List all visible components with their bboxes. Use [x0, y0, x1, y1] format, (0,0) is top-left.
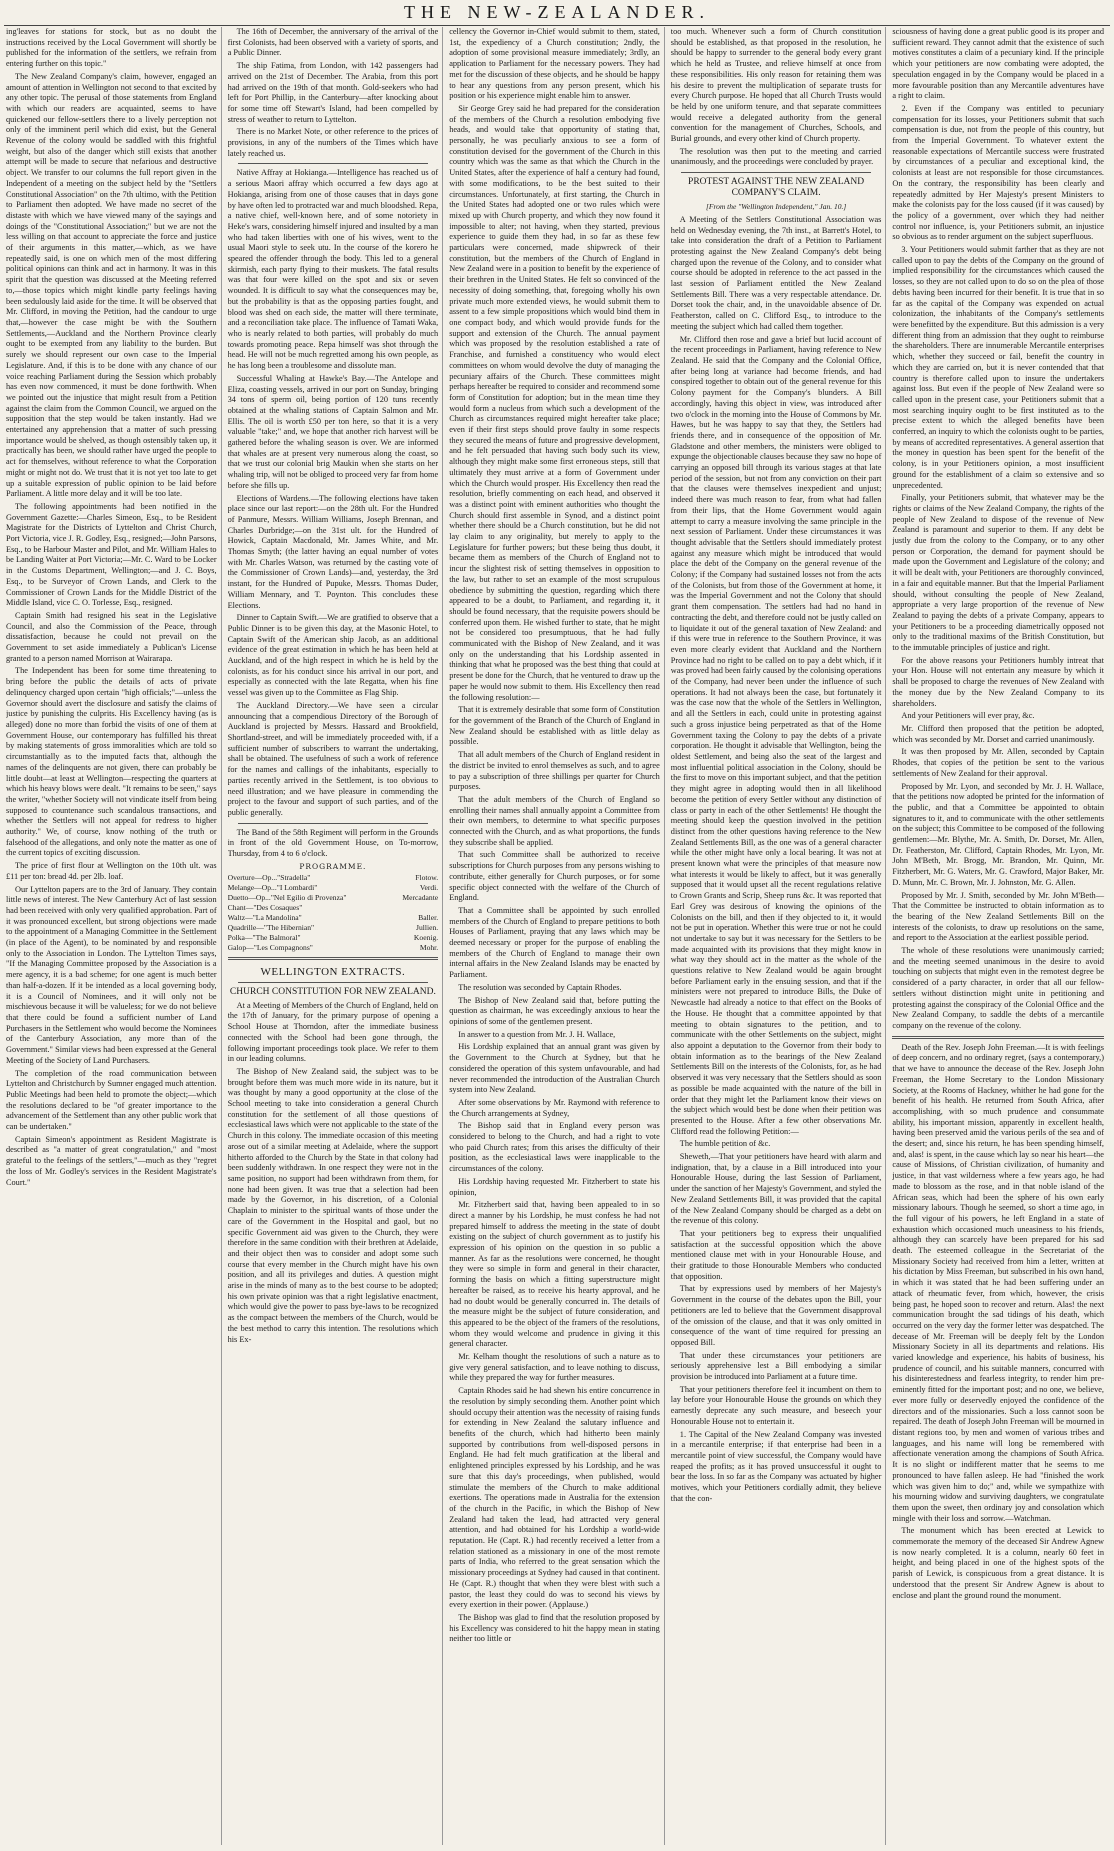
- article-paragraph: It was then proposed by Mr. Allen, seconded by Captain Rhodes, that copies of the petition be sent to the various settlements of New Zealand for their approval.: [892, 747, 1104, 778]
- resolution-text: That a Committee shall be appointed by such enrolled members of the Church of England to prepare petitions to both Houses of Parliament, praying that any laws which may be deemed necessary or proper for the purpose of enabling the members of the Church of England to manage their own internal affairs in the New Zealand Islands may be enacted by Parliament.: [449, 905, 660, 980]
- article-paragraph: Sir George Grey said he had prepared for the consideration of the members of the Church a resolution embodying five heads, and would take that opportunity of stating that, personally, he was peculiarly anxious to see a form of constitution devised for the government of the Church in this country which was the same as that which the Church in the United States, after the experience of half a century had found, with some modifications, to be the best suited to their circumstances. Unfortunately, at first starting, the Church in the United States had adopted one or two rules which were mixed up with Church property, and which they now found it impossible to alter; not having, when they started, previous experience to guide them they had, in so far as these few particulars were concerned, made shipwreck of their constitution, but the members of the Church of England in New Zealand were in a position to benefit by the experience of their brethren in the United States. He felt so convinced of the necessity of doing something, that, foregoing wholly his own private much more extended views, he would submit them to assent to a few simple propositions which would bind them in one compact body, and which would provide funds for the support and extension of the Church. The annual payment which was proposed by the resolution established a rate of Franchise, and furnished a constituency who would elect committees on whom would devolve the duty of managing the pecuniary affairs of the Church. These committees might perhaps hereafter be required to consider and recommend some form of Constitution for adoption; but in the mean time they would form a nucleus from which such a development of the Church as circumstances required might hereafter take place; even if their first steps should prove faulty in some respects they secured the means of future and progressive development, and he felt persuaded that having such body such its view, although they might make some first erroneous steps, still that ultimately they must arrive at a form of Government under which the Church would prosper. His Excellency then read the resolution, briefly commenting on each head, and observed it was a distinct point with eminent authorities who thought the Church should first assemble in Synod, and a distinct point whether there should be a Church constitution, but he did not lay claim to any originality, but merely to apply to the Legislature for further powers; but these being thus doubt, it became them as members of the Church of England not to incur the slightest risk of setting themselves in opposition to the law, but rather to set an example of the most scrupulous obedience by submitting the question, regarding which there appeared to be a doubt, to Parliament, and regarding it, it should be found necessary, that the requisite powers should be conferred upon them. He wished further to state, that he might not be considered too presumptuous, that he had fully communicated with the Bishop of New Zealand, and it was only on the understanding that his Lordship assented in thinking that what he proposed was the best thing that could at present be done for the Church, that he ventured to draw up the paper he would now submit to them. His Excellency then read the following resolution:—: [449, 103, 660, 702]
- article-paragraph: The New Zealand Company's claim, however, engaged an amount of attention in Wellington not second to that excited by any other topic. The perusal of those statements from England with which our readers are acquainted, seems to have quickened our fellow-settlers there to a lively perception not only of the imminent peril which did exist, but the General Revenue of the colony would be saddled with this frightful weight, but also of the danger which still exists that another attempt will be made to secure that nefarious and destructive object. We transfer to our columns the full report given in the Independent of a meeting on the subject held by the "Settlers Constitutional Association" on the 7th ultimo, with the Petition to Parliament then adopted. We have made no secret of the distaste with which we have viewed many of the sayings and doings of the "Constitutional Association;" but we are not the less willing on that account to appreciate the force and justice of their arguments in this matter,—which, as we have repeatedly said, is one on which men of the most differing political opinions can think and act in harmony. It was in this spirit that the question was discussed at the Meeting referred to,—those topics which might kindle party feelings having been sedulously laid aside for the time. It will be observed that Mr. Clifford, in moving the Petition, had the candour to urge that,—however the case might be with the Southern Settlements,—Auckland and the Northern Province clearly ought to be exempted from any liability to the burden. But surely we should represent our own case to the Imperial Legislature. And, if this is to be done with any chance of our voice reaching Parliament during the Session which probably has even now commenced, it must be done forthwith. When we pointed out the injustice that might result from a Petition against the claim from the Common Council, we argued on the supposition that the step would be taken instantly. Had we entertained any apprehension that a matter of such pressing importance would be shelved, as though ostensibly taken up, it practically has been, we should rather have urged the people to act for themselves, without reference to what the Corporation might or might not do. We trust that it is not yet too late to get up a suitable expression of public opinion to be laid before Parliament. A little more delay and it will be too late.: [6, 71, 217, 499]
- article-paragraph: Sheweth,—That your petitioners have heard with alarm and indignation, that, by a clause in a Bill introduced into your Honourable House, during the last Session of Parliament, under the sanction of her Majesty's Government, and styled the New Zealand Settlements Bill, it was provided that the capital of the New Zealand Company should be charged as a debt on the revenue of this colony.: [670, 1152, 882, 1226]
- programme-list: [228, 873, 439, 953]
- programme-row: [228, 893, 439, 903]
- article-paragraph: Native Affray at Hokianga.—Intelligence has reached us of a serious Maori affray which occurred a few days ago at Hokianga, arising from one of those causes that in days gone by have often led to protracted war and much bloodshed. Repa, a native chief, well-known here, and of some notoriety in Heke's wars, considering himself injured and insulted by a man who had taken liberties with one of his wives, went to the usual Maori style to seek utu. In the course of the korero he speared the offender through the body. This led to a general skirmish, each party flying to their muskets. The fatal results was that four were killed on the spot and six or seven wounded. It is difficult to say what the consequences may be, but the probability is that as the opposing parties fought, and blood was shed on each side, the matter will there terminate, and a reconciliation take place. The influence of Tamati Waka, who is nearly related to both parties, will probably do much towards promoting peace. Repa himself was shot through the head. He will not be much regretted among his own people, as he has long been a troublesome and dissolute man.: [227, 168, 439, 371]
- article-paragraph: The humble petition of &c.: [679, 1139, 771, 1149]
- programme-piece: Overture—Op..."Stradella": [227, 872, 311, 882]
- article-paragraph: Elections of Wardens.—The following elections have taken place since our last report:—on the 28th ult. For the Hundred of Panmure, Messrs. William Williams, Joseph Brennan, and Charles Durbridge;—on the 31st ult. for the Hundred of Howick, Captain Macdonald, Mr. James White, and Mr. Thomas Smyth; (the latter having an equal number of votes with Mr. Charles Watson, was returned by the casting vote of the Commissioner of Crown Lands)—and, yesterday, the 3rd instant, for the Hundred of Pupuke, Messrs. Thomas Duder, William Mennary, and T. Poynton. This concludes these Elections.: [227, 493, 439, 610]
- article-paragraph: 2. Even if the Company was entitled to pecuniary compensation for its losses, your Petitioners submit that such compensation is due, not from the people of this country, but from the Imperial Government. To whatever extent the reasonable expectations of Mercantile success were frustrated by circumstances of a peculiar and exceptional kind, the colonists at least are not responsible for those circumstances. On the contrary, the responsibility has been clearly and repeatedly admitted by Her Majesty's present Ministers to make the colonists pay for the loss caused (if it was caused) by the policy of a government, over which they had neither control nor influence, is, your Petitioners submit, an injustice so obvious as to render argument on the subject superfluous.: [892, 103, 1104, 242]
- article-paragraph: cellency the Governor in-Chief would submit to them, stated, 1st, the expediency of a Church constitution; 2ndly, the adoption of some provisional measure immediately; 3rdly, an application to Parliament for the necessary powers. They had met for the discussion of these objects, and he should be happy to hear any questions from any person present, which his position or his experience might enable him to answer.: [449, 27, 660, 101]
- article-source: [From the "Wellington Independent," Jan. 10.]: [705, 202, 847, 212]
- article-paragraph: sciousness of having done a great public good is its proper and sufficient reward. They cannot admit that the existence of such motives constitutes a claim of a pecuniary kind. If the principle which your petitioners are now combating were adopted, the speculation engaged in by the Company would be placed in a more favourable position than any Mercantile adventures have a right to claim.: [892, 27, 1104, 101]
- masthead-rule: [4, 25, 1110, 26]
- article-heading: PROTEST AGAINST THE NEW ZEALAND COMPANY'S CLAIM.: [688, 177, 865, 199]
- resolution-text: That such Committee shall be authorized to receive subscriptions for Church purposes from any persons wishing to contribute, either generally for Church purposes, or for some specific object connected with the welfare of the Church of England.: [449, 850, 660, 903]
- column-2: [228, 27, 444, 1845]
- divider: [238, 982, 429, 983]
- programme-row: [228, 923, 439, 933]
- programme-piece: Duetto—Op..."Nel Egilio di Provenza": [227, 892, 347, 902]
- article-paragraph: ing'leaves for stations for stock, but as no doubt the instructions received by the Local Government will shortly be published for the information of the settlers, we refrain from entering further on this topic.": [6, 27, 217, 69]
- article-paragraph: The Independent has been for some time threatening to bring before the public the details of acts of private delinquency charged upon certain "high officials;"—unless the Governor should avert the disclosure and satisfy the claims of justice by punishing the culprits. His Excellency having (as is alleged) done no more than forbid the visits of one of them at Government House, our contemporary has fulfilled his threat by making statements of gross immoralities which are told so circumstantially as to the imputed facts that, although the names of the delinquents are not given, there can probably be little doubt—at least at Wellington—respecting the quarters at which his heavy blows were dealt. "It remains to be seen," says the writer, "whether Society will not vindicate itself from being supposed to countenance such scandalous transactions, and whether the Settlers will not appeal for redress to higher authority." We, of course, know nothing of the truth or falsehood of the allegations, and only note the matter as one of the current topics of exciting discussion.: [6, 666, 217, 858]
- article-paragraph: At a Meeting of Members of the Church of England, held on the 17th of January, for the primary purpose of opening a School House at Thorndon, after the immediate business connected with the School had been gone through, the following important proceedings took place. We refer to them in our leading columns.: [227, 1000, 439, 1064]
- article-paragraph: The Auckland Directory.—We have seen a circular announcing that a compendious Directory of the Borough of Auckland is projected by Messrs. Hassard and Brookfield, Shortland-street, and will be immediately proceeded with, if a sufficient number of subscribers to warrant the undertaking, shall be obtained. The usefulness of such a work of reference for the names and callings of the inhabitants, especially to parties recently arrived in the Settlement, is too obvious to need illustration; and we have pleasure in commending the project to the favour and support of such parties, and of the public generally.: [227, 700, 439, 817]
- article-paragraph: Finally, your Petitioners submit, that whatever may be the rights or claims of the New Zealand Company, the rights of the people of New Zealand to dispose of the revenue of New Zealand is paramount and superior to them. If any debt be justly due from the colony to the Company, or to any other person or Corporation, the demand for payment should be made upon the Government and Legislature of the colony; and it will be dealt with, your Petitioners are thoroughly convinced, in a fair and equitable manner. But that the Imperial Parliament should, without consulting the people of New Zealand, appropriate a very large proportion of the revenue of New Zealand to paying the debts of a private Company, appears to your Petitioners to be a proceeding diametrically opposed not only to the traditional maxims of the British Constitution, but to the immutable principles of justice and right.: [892, 493, 1104, 653]
- article-paragraph: Proposed by Mr. J. Smith, seconded by Mr. John M'Beth—That the Committee be instructed to obtain information as to the bearing of the New Zealand Settlements Bill on the interests of the colonists, to draw up resolutions on the same, and report to the Association at the earliest possible period.: [892, 890, 1104, 943]
- article-paragraph: 3. Your Petitioners would submit farther that as they are not called upon to pay the debts of the Company on the ground of implied responsibility for the circumstances which caused the losses, so they are not called upon to do so on the plea of those debts having been incurred for their benefit. It is true that in so far as the capital of the Company was expended on actual colonization, the inhabitants of the Company's settlements were benefitted by the expenditure. But this admission is a very different thing from an admission that they ought to reimburse the shareholders. There are innumerable Mercantile enterprises which, whether they succeed or fail, benefit the country in which they are carried on, but it is never contended that that country is therefore called upon to insure the undertakers against loss. But even if the people of New Zealand were so called upon in the present case, your Petitioners submit that a most searching inquiry ought to be first instituted as to the precise extent to which the alleged benefits have been conferred, an inquiry to which the colonists ought to be parties, by means of accredited representatives. A general assertion that the money in question has been spent for the benefit of the colony, is in your Petitioners opinion, a most insufficient ground for the establishment of a claim so extensive and so unprecedented.: [892, 245, 1104, 490]
- article-paragraph: That your petitioners therefore feel it incumbent on them to lay before your Honourable House the grounds on which they earnestly deprecate any such measure, and beseech your Honourable House not to entertain it.: [670, 1384, 882, 1426]
- article-paragraph: The completion of the road communication between Lyttelton and Christchurch by Sumner engaged much attention. Public Meetings had been held to promote the object;—which the resolutions declared to be "of greater importance to the advancement of the Settlement than any other public work that can be undertaken.": [6, 1068, 217, 1132]
- article-paragraph: His Lordship explained that an annual grant was given by the Government to the Church at Sydney, but that he considered the operation of this system unfavourable, and had never recommended the introduction of the Australian Church system into New Zealand.: [449, 1042, 660, 1095]
- article-paragraph: Captain Rhodes said he had shewn his entire concurrence in the resolution by simply seconding them. Another point which should occupy their attention was the necessity of raising funds for extending in New Zealand the salutary influence and benefits of the church, which had hitherto been mainly supported by contributions from well-disposed persons in England. He had felt much gratification at the liberal and enlightened principles expressed by his Lordship, and he was sure that this day's proceedings, when published, would stimulate the members of the Church to make additional exertions. The operations made in Australia for the extension of the church in the Pacific, in which the Bishop of New Zealand had taken the lead, had attracted very general attention, and had obtained for his Lordship a world-wide reputation. He (Capt. R.) had recently received a letter from a relation stationed as a missionary in one of the most remote parts of India, who referred to the great sensation which the missionary proceedings at Sydney had caused in that continent. He (Capt. R.) thought that when they were blest with such a pastor, the least they could do was to second his views by every exertion in their power. (Applause.): [449, 1386, 660, 1610]
- programme-composer: Flotow.: [415, 872, 439, 882]
- article-paragraph: The Bishop of New Zealand said, the subject was to be brought before them was much more wide in its nature, but it was thought by many a good opportunity at the close of the School meeting to take into consideration a general Church constitution for the settlement of all those questions of ecclesiastical laws which were not applicable to the state of the Church in this colony. The immediate occasion of this meeting arose out of a similar meeting at Adelaide, where the support hitherto afforded to the Church by the State in that colony had been suddenly withdrawn. In one respect they were not in the same position, no support had been withdrawn from them, for none had been given. It was true that a selection had been made by the Governor, in his discretion, of a Colonial Chaplain to minister to the spiritual wants of those under the care of the Government in the Hospital and gaol, but no specific Government aid was given to the Church, they were therefore in the same condition with their brethren at Adelaide, and their object then was to consider and adopt some such course that every member in the Church might have his own position, and all its privileges and duties. A question might arise in the minds of many as to the best course to be adopted; his own private opinion was that a right legislative enactment, which would give the power to pass bye-laws to be recognized as the compact between the members of the Church, would be the best method to carry this intention. The resolutions which his Ex-: [227, 1066, 439, 1344]
- programme-piece: Polka—"The Balmoral": [227, 932, 301, 942]
- article-paragraph: His Lordship having requested Mr. Fitzherbert to state his opinion,: [449, 1176, 660, 1197]
- section-divider: [228, 957, 439, 960]
- article-paragraph: 1. The Capital of the New Zealand Company was invested in a mercantile enterprise; if that enterprise had been in a mercantile point of view successful, the Company would have reaped the profits; as it has proved unsuccessful it ought to bear the loss. In so far as the Company was actuated by higher motives, which your Petitioners cordially admit, they believe that the con-: [670, 1429, 882, 1503]
- section-heading: WELLINGTON EXTRACTS.: [260, 965, 406, 978]
- article-paragraph: The 16th of December, the anniversary of the arrival of the first Colonists, had been observed with a variety of sports, and a Public Dinner.: [227, 27, 439, 58]
- programme-piece: Chant—"Des Cosaques": [227, 902, 303, 912]
- article-paragraph: Captain Smith had resigned his seat in the Legislative Council, and also the Commission of the Peace, through dissatisfaction, because he could not prevail on the Government to set aside immediately a Publican's License granted to a person named Morrison at Wairarapa.: [6, 610, 217, 663]
- programme-row: [228, 883, 439, 893]
- article-paragraph: The resolution was seconded by Captain Rhodes.: [458, 982, 622, 992]
- article-paragraph: Proposed by Mr. Lyon, and seconded by Mr. J. H. Wallace, that the petitions now adopted be printed for the information of the public, and that a Committee be appointed to obtain signatures to it, and to communicate with the other settlements on the subject; this Committee to be composed of the following gentlemen:—Mr. Blythe, Mr. A. Smith, Dr. Dorset, Mr. Allen, Dr. Featherston, Mr. Clifford, Captain Rhodes, Mr. Lyon, Mr. John M'Beth, Mr. Brogg, Mr. Brandon, Mr. Quinn, Mr. Fitzherbert, Mr. G. Waters, Mr. G. Crawford, Major Baker, Mr. D. Munn, Mr. C. Brown, Mr. J. Johnston, Mr. G. Allen.: [892, 781, 1104, 887]
- article-paragraph: For the above reasons your Petitioners humbly intreat that your Hon. House will not entertain any measure by which it shall be proposed to charge the revenues of New Zealand with the money due by the New Zealand Company to its shareholders.: [892, 655, 1104, 708]
- article-paragraph: too much. Whenever such a form of Church constitution should be established, as that proposed in the resolution, he should be happy to surrender to the general body every grant which he held as Trustee, and relieve himself at once from these responsibilities. His only reason for retaining them was his desire to prevent the multiplication of separate trusts for every Church purpose. He hoped that all Church Trusts would be held by one uniform tenure, and that separate committees would receive a delegated authority from the general convention for the management of Churches, Schools, and Burial grounds, and every other kind of Church property.: [670, 27, 882, 144]
- programme-piece: Galop—"Les Compagnons": [227, 942, 313, 952]
- article-paragraph: In answer to a question from Mr. J. H. Wallace,: [458, 1029, 616, 1039]
- article-heading: CHURCH CONSTITUTION FOR NEW ZEALAND.: [229, 986, 436, 997]
- programme-composer: Verdi.: [419, 882, 439, 892]
- programme-piece: Melange—Op..."I Lombardi": [227, 882, 318, 892]
- programme-composer: Mercadante: [402, 892, 439, 902]
- programme-composer: Koenig.: [413, 932, 439, 942]
- article-paragraph: Dinner to Captain Swift.—We are gratified to observe that a Public Dinner is to be given this day, at the Masonic Hotel, to Captain Swift of the American ship Jacob, as an additional evidence of the great estimation in which he has been held at Auckland, and of the high respect in which he is held by the colonists, as for his conduct since his arrival in our port, and especially as connected with the late Regatta, when his fine vessel was given up to the Committee as Flag Ship.: [227, 613, 439, 698]
- masthead: THE NEW-ZEALANDER.: [404, 2, 710, 22]
- section-divider: [892, 1036, 1104, 1039]
- article-paragraph: The whole of these resolutions were unanimously carried; and the meeting seemed unanimous in the desire to avoid touching on subjects that might even in the remotest degree be considered of a party character, in order that all our fellow-settlers without distinction might unite in petitioning and protesting against the conspiracy of the Colonial Office and the New Zealand Company, to saddle the debts of a mercantile company on the revenue of the colony.: [892, 946, 1104, 1030]
- article-paragraph: The following appointments had been notified in the Government Gazette:—Charles Simeon, Esq., to be Resident Magistrate for the Districts of Lyttelton and Christ Church, Port Victoria, vice J. R. Godley, Esq., resigned;—John Parsons, Esq., to be Harbour Master and Pilot, and Mr. William Hales to be Landing Waiter at Port Victoria;—Mr. C. Ward to be Locker in the Customs Department, Wellington;—and J. C. Boys, Esq., to be Surveyor of Crown Lands, and Clerk to the Commissioner of Crown Lands for the Middle District of the Middle Island, vice C. O. Torlesse, Esq., resigned.: [6, 501, 217, 608]
- article-paragraph: The Bishop of New Zealand said that, before putting the question as chairman, he was exceedingly anxious to hear the opinions of some of the gentlemen present.: [449, 995, 660, 1026]
- article-paragraph: Successful Whaling at Hawke's Bay.—The Antelope and Eliza, coasting vessels, arrived in our port on Sunday, bringing 34 tons of sperm oil, being portion of 120 tuns recently obtained at the whaling stations of Captain Salmon and Mr. Ellis. The oil is worth £50 per ton here, so that it is a very valuable "take;" and, we hope that another rich harvest will be gathered before the whaling season is over. We are informed that whales are at present very numerous along the coast, so that we trust our colonial brig Maukin when she starts on her whaling trip, will not be obliged to proceed very far from home before she fills up.: [227, 373, 439, 490]
- article-paragraph: That by expressions used by members of her Majesty's Government in the course of the debates upon the Bill, your petitioners are led to believe that the Government disapproval of the omission of the clause, and that it was only omitted in consequence of the want of time required for pressing an opposed Bill.: [670, 1284, 882, 1347]
- obituary-paragraph: Death of the Rev. Joseph John Freeman.—It is with feelings of deep concern, and no ordinary regret, (says a contemporary,) that we have to announce the decease of the Rev. Joseph John Freeman, the Home Secretary to the London Missionary Society, at the Rooms of Hackney, whither he had gone for the benefit of his health. He returned from South Africa, after accomplishing, with so much prudence and consummate ability, his important mission, apparently in excellent health, having been preserved amid the various perils of the sea and of the desert; and, since his return, he has been spending himself, and, alas! is spent, in the cause which lay so near his heart—the cause of Missions, of Christian civilization, of humanity and justice, in that vast wilderness where a few years ago, he had made to blossom as the rose, and in that noble island of the African seas, which had been the sphere of his own early missionary labours. Though he seemed, so short a time ago, in the full vigour of his powers, he left England in a state of exhaustion which occasioned much uneasiness to his friends, although they can scarcely have been prepared for his sad death. The esteemed colleague in the Secretariat of the Missionary Society had received from him a letter, written at his dictation by Miss Freeman, but subscribed in his own hand, in which it was stated that he had been suffering under an attack of rheumatic fever, from which, however, the crisis being past, he hoped soon to recover and return. Alas! the next communication brought the sad tidings of his death, which occurred on the very day the former letter was despatched. The decease of Mr. Freeman will be deeply felt by the London Missionary Society in all its departments and relations. His varied knowledge and experience, his habits of business, his prudence of council, and his suitable manners, concurred with his disinterestedness and fearless integrity, to render him pre-eminently fitted for the important post; and no one, we believe, ever more fully or deservedly enjoyed the confidence of the directors and of the missionaries. Such a loss cannot soon be repaired. The death of Joseph John Freeman will be mourned in distant regions too, by men and women of various tribes and languages, and his name will long be remembered with affectionate veneration among the champions of South Africa. It is no slight or indifferent matter that he seems to me pronounced to have fallen asleep. He had "finished the work which was given him to do;" and, while we sympathize with his mourning widow and surviving daughters, we congratulate them upon the sweet, then ordinary joy and consolation which mingle with their loss and sorrow.—Watchman.: [892, 1042, 1104, 1523]
- programme-row: [228, 873, 439, 883]
- programme-composer: Baller.: [418, 912, 439, 922]
- article-paragraph: Mr. Kelham thought the resolutions of such a nature as to give very general satisfaction, and to leave nothing to discuss, while they prepared the way for further measures.: [449, 1352, 660, 1383]
- column-1: [6, 27, 222, 1845]
- resolution-text: That the adult members of the Church of England so enrolling their names shall annually appoint a Committee from their own members, to determine to what specific purposes connected with the Church, and as what proportions, the funds they subscribe shall be applied.: [449, 794, 660, 847]
- columns: [6, 27, 1108, 1845]
- column-3: [449, 27, 665, 1845]
- programme-composer: Mohr.: [419, 942, 439, 952]
- article-paragraph: The monument which has been erected at Lewick to commemorate the memory of the deceased Sir Andrew Agnew is now nearly completed. It is a column, nearly 60 feet in height, and being placed in one of the highest spots of the parish of Lewick, is conspicuous from a great distance. It is understood that the present Sir Andrew Agnew is about to enclose and plant the ground round the monument.: [892, 1526, 1104, 1600]
- programme-title: PROGRAMME.: [299, 861, 367, 871]
- article-paragraph: The resolution was then put to the meeting and carried unanimously, and the proceedings were concluded by prayer.: [670, 146, 882, 167]
- resolution-text: That it is extremely desirable that some form of Constitution for the government of the Branch of the Church of England in New Zealand should be established with as little delay as possible.: [449, 705, 660, 747]
- article-paragraph: The price of first flour at Wellington on the 10th ult. was £11 per ton: bread 4d. per 2lb. loaf.: [6, 861, 217, 881]
- programme-row: [228, 943, 439, 953]
- article-paragraph: Mr. Clifford then proposed that the petition be adopted, which was seconded by Mr. Dorset and carried unanimously.: [892, 724, 1104, 744]
- divider: [238, 163, 429, 164]
- divider: [681, 172, 872, 173]
- divider: [238, 823, 429, 824]
- article-paragraph: The Bishop said that in England every person was considered to belong to the Church, and had a right to vote who paid Church rates; from this arises the difficulty of their position, as the ecclesiastical laws were inapplicable to the circumstances of the colony.: [449, 1121, 660, 1174]
- article-paragraph: A Meeting of the Settlers Constitutional Association was held on Wednesday evening, the 7th inst., at Barrett's Hotel, to take into consideration the draft of a Petition to Parliament protesting against the New Zealand Company's debt being charged upon the revenue of the Colony, and to consider what course should be adopted in reference to the act passed in the last session of Parliament entitled the New Zealand Settlements Bill. There was a very respectable attendance. Dr. Dorset took the chair, and, in the unavoidable absence of Dr. Featherston, called on C. Clifford Esq., to introduce to the meeting the subject which had called them together.: [670, 214, 882, 331]
- programme-row: [228, 913, 439, 923]
- column-4: [671, 27, 887, 1845]
- article-paragraph: The Bishop was glad to find that the resolution proposed by his Excellency was considered to hit the happy mean in stating neither too little or: [449, 1612, 660, 1644]
- programme-piece: Quadrille—"The Hibernian": [227, 922, 315, 932]
- programme-row: [228, 933, 439, 943]
- article-paragraph: That under these circumstances your petitioners are seriously apprehensive lest a Bill embodying a similar provision be introduced into Parliament at a future time.: [670, 1350, 882, 1382]
- resolution-text: That all adult members of the Church of England resident in the district be invited to enrol themselves as such, and to agree to pay a subscription of three shillings per quarter for Church purposes.: [449, 750, 660, 792]
- programme-composer: Jullien.: [416, 922, 439, 932]
- article-paragraph: Captain Simeon's appointment as Resident Magistrate is described as "a matter of great congratulation," and "most grateful to the feelings of the settlers,"—much as they "regret the loss of Mr. Godley's services in the Resident Magistrate's Court.": [6, 1134, 217, 1187]
- programme-row: [228, 903, 439, 913]
- article-paragraph: The ship Fatima, from London, with 142 passengers had arrived on the 21st of December. The Arabia, from this port had arrived on the 19th of that month. Gold-seekers who had left for Port Phillip, in the Canterbury—after knocking about for some time off Stewart's Island, had been compelled by stress of weather to return to Lyttelton.: [227, 61, 439, 124]
- programme-piece: Waltz—"La Mandolina": [227, 912, 302, 922]
- article-paragraph: That your petitioners beg to express their unqualified satisfaction at the successful opposition which the above mentioned clause met with in your Honourable House, and their gratitude to those Honourable Members who conducted that opposition.: [670, 1228, 882, 1281]
- article-paragraph: Mr. Clifford then rose and gave a brief but lucid account of the recent proceedings in Parliament, having reference to New Zealand. He said that the Company and the Colonial Office, after being long at variance had become friends, and had conspired together to obtain out of the general revenue for this Colony payment for the Company's blunders. A Bill accordingly, having this object in view, was introduced after two o'clock in the morning into the House of Commons by Mr. Hawes, but he was happy to say that they, the Settlers had friends there, and in consequence of the opposition of Mr. Gladstone and other members, the ministers were obliged to expunge the objectionable clauses because they saw no hope of carrying an opposed bill through its various stages at that late period of the session, but not from any conviction on their part that the clauses were themselves inexpedient and unjust; indeed there was much reason to fear, from what had fallen from their lips, that the Home Government would again attempt to carry a measure involving the same principle in the next session of Parliament. Under these circumstances it was thought advisable that the Settlers should immediately protest against any measure which might be introduced that would place the debt of the Company on the general revenue of the Colony; if the Company had sustained losses not from the acts of the Colonists, but from those of the Government at home, it was the Imperial Government and not the Colony that should grant them compensation. The settlers had had no hand in contracting the debt, and therefore could not be justly called on to liquidate it out of the general taxation of New Zealand: and if this were true in reference to the Southern Province, it was even more clearly evident that Auckland and the Northern Province had no right to be called on to pay a debt which, if it was proved had been fairly caused by the colonising operations of the Company, had never been under the influence of such operations. It had not always been the case, but fortunately it was the case now that the whole of the Settlers in Wellington, and all the Settlers in each, could unite in protesting against such a gross injustice being perpetrated as that of the Home Government taxing the Colony to pay the debts of a private corporation. He thought it advisable that Wellington, being the oldest Settlement, and being also the seat of the largest and most influential political association in the Colony, should be the first to move on this important subject, and that the petition they might agree in adopting would then in all likelihood become the petition of every Settler without any distinction of class or party in each of the other Settlements! He thought the meeting should keep the question involved in the petition distinct from the other questions having reference to the New Zealand Settlements Bill, as the one was of a general character while the other might have only a local bearing. It was not at present known what were the principles of that measure now what interests it would be likely to affect, but it was generally supposed that it would upset all the recent regulations relative to Crown Grants and Scrip, Sheep runs &c. It was reported that Earl Grey was desirous of knowing the opinions of the Colonists on the bill, and then if they objected to it, it would not be put in operation. Whether this were true or not he could not undertake to say but it was necessary for the Settlers to be made acquainted with its provisions that they might know in what way they should act in the matter as the whole of the questions relative to New Zealand would be again brought before Parliament early in the ensuing session, and that if the ministers were not prepared to introduce Bills, the Duke of Newcastle had already a notice to that effect on the Books of the House. He thought that a committee appointed by that meeting to obtain signatures to the petition, and to communicate with the other Settlements on the subject, might also appoint a deputation to the Governor from their body to obtain information as to the bearings of the New Zealand Settlements Bill on the interests of the Colonists, for, as he had observed it was very necessary that the Settlers should as soon as possible be made acquainted with the nature of the bill in order that they might let the Parliament know their views on the subject which would best be done when their petition was presented to the House. After a few other observations Mr. Clifford read the following Petition:—: [670, 334, 882, 1136]
- article-paragraph: And your Petitioners will ever pray, &c.: [901, 711, 1035, 721]
- article-paragraph: Our Lyttelton papers are to the 3rd of January. They contain little news of interest. The New Canterbury Act of last session had been received with only very qualified approbation. Part of it was pronounced excellent, but strong objections were made to the appointment of a Managing Committee in the Settlement (in place of the Agent), to be nominated by and responsible only to the Association in London. The Lyttelton Times says, "If the Managing Committee proposed by the Association is a mere agency, it is a bad scheme; for one agent is much better than half-a-dozen. If it be intended as a local governing body, it is a Council of Nominees, and it will only not be mischievous because it will be valueless; for we do not believe that there could be found a sufficient number of Land Purchasers in the Settlement who would become the Nominees of the Canterbury Association, any more than of the Government." Similar views had been expressed at the General Meeting of the Society of Land Purchasers.: [6, 884, 217, 1065]
- article-paragraph: There is no Market Note, or other reference to the prices of provisions, in any of the numbers of the Times which have lately reached us.: [227, 127, 439, 158]
- column-5: [892, 27, 1108, 1845]
- band-notice: The Band of the 58th Regiment will perform in the Grounds in front of the old Government House, on To-morrow, Thursday, from 4 to 6 o'clock.: [227, 827, 439, 859]
- article-paragraph: After some observations by Mr. Raymond with reference to the Church arrangements at Sydney,: [449, 1097, 660, 1118]
- article-paragraph: Mr. Fitzherbert said that, having been appealed to in so direct a manner by his Lordship, he must confess he had not prepared himself to address the meeting in the state of doubt existing on the subject of church government as to justify his expression of his opinion on the question in so public a manner. As far as the resolutions were concerned, he thought they were so simple in form and general in their character, forming the basis on which a fitting superstructure might hereafter be raised, as to receive his hearty approval, and he had no doubt would be generally concurred in. The details of the measure might be the subject of future consideration, and this appeared to be the object of the framers of the resolutions, whom they would welcome and prudence in giving it this general character.: [449, 1200, 660, 1349]
